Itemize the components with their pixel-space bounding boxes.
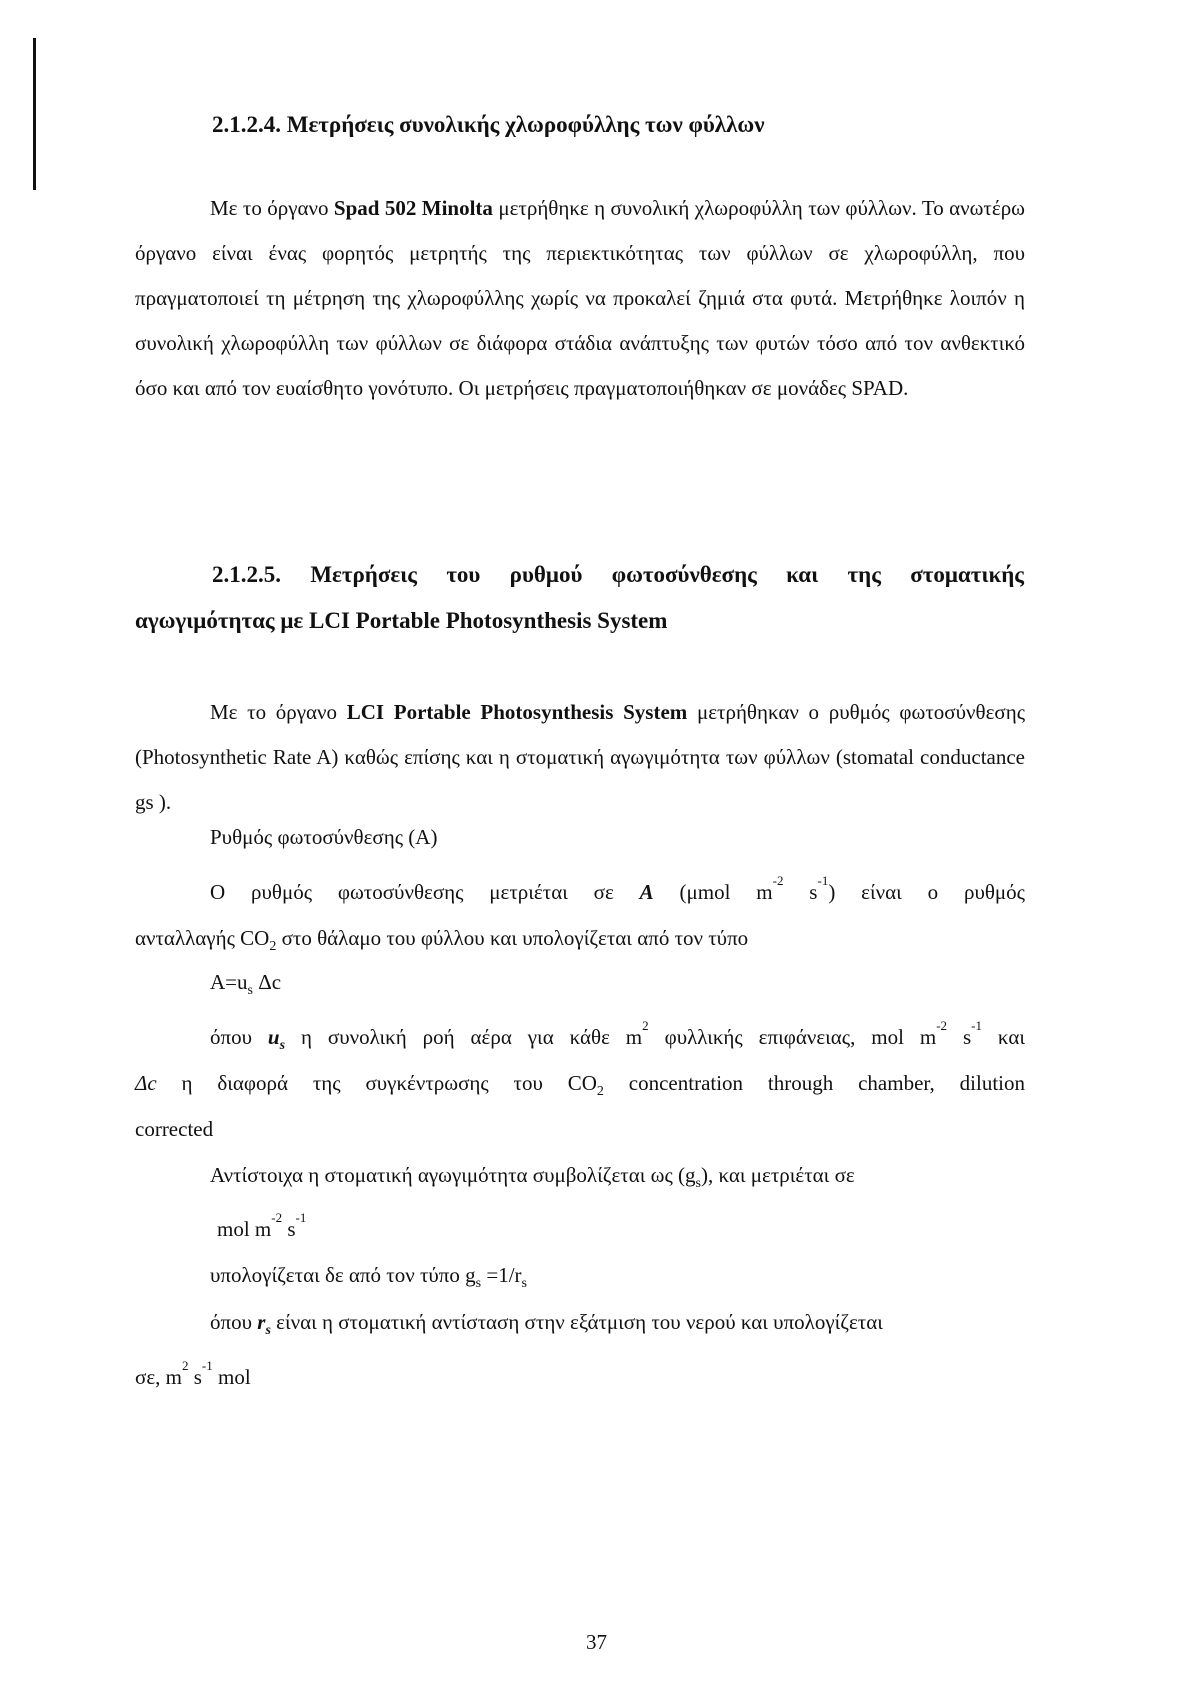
flow-definition-line: όπου $u_s$ η συνολική ροή αέρα για κάθε $m^2$ φυλλικής επιφάνειας, mol $m^{-2}$ $s^{-1}$ και xyxy=(210,1018,1025,1053)
corrected-line: corrected xyxy=(135,1117,214,1141)
chlorophyll-paragraph xyxy=(135,186,1025,411)
section-heading-photosynthesis-cont: αγωγιμότητας με LCI Portable Photosynthesis System xyxy=(135,608,668,633)
page-number: 37 xyxy=(586,1630,607,1654)
para-text: Με το όργανο xyxy=(210,196,334,220)
instrument-name: LCI Portable Photosynthesis System xyxy=(346,700,688,724)
conductance-unit: mol $m^{-2}$ $s^{-1}$ xyxy=(217,1210,307,1241)
rate-definition-line: Ο ρυθμός φωτοσύνθεσης μετριέται σε A (μmol $m^{-2}$ $s^{-1}$) είναι ο ρυθμός xyxy=(210,873,1025,904)
resistance-line: όπου $r_s$ είναι η στοματική αντίσταση στην εξάτμιση του νερού και υπολογίζεται xyxy=(210,1310,883,1338)
section-heading-photosynthesis: 2.1.2.5. Μετρήσεις του ρυθμού φωτοσύνθεσης και της στοματικής xyxy=(212,562,1024,587)
symbol-a: A xyxy=(639,880,654,904)
rate-exchange-line: ανταλλαγής $CO_2$ στο θάλαμο του φύλλου και υπολογίζεται από τον τύπο xyxy=(135,926,749,954)
para-text: Με το όργανο xyxy=(210,700,347,724)
symbol-us: u xyxy=(267,1025,280,1049)
resistance-unit-line: σε, $m^2$ $s^{-1}$ mol xyxy=(135,1358,251,1389)
instrument-name: Spad 502 Minolta xyxy=(333,196,493,220)
margin-rule xyxy=(33,38,36,190)
symbol-delta-c: Δc xyxy=(135,1071,157,1095)
formula-a: $A=u_s$ Δc xyxy=(210,970,282,998)
para-text: μετρήθηκε η συνολική χλωροφύλλη των φύλλων. Το ανωτέρω όργανο είναι ένας φορητός μετρητής της περιεκτικότητας των φύλλων σε χλωροφύλλη, που πραγματοποιεί τη μέτρηση της χλωροφύλλης χωρίς να προκαλεί ζημιά στα φυτά. Μετρήθηκε λοιπόν η συνολική χλωροφύλλη των φύλλων σε διάφορα στάδια ανάπτυξης των φυτών τόσο από τον ανθεκτικό όσο και από τον ευαίσθητο γονότυπο. Οι μετρήσεις πραγματοποιήθηκαν σε μονάδες SPAD. xyxy=(135,196,1025,400)
calc-formula-line: υπολογίζεται δε από τον τύπο $g_s =1/r_s$ xyxy=(210,1263,527,1291)
rate-title: Ρυθμός φωτοσύνθεσης (Α) xyxy=(210,825,438,849)
para-text: μετρήθηκαν ο ρυθμός φωτοσύνθεσης (Photosynthetic Rate A) καθώς επίσης και η στοματική αγωγιμότητα των φύλλων (stomatal conductance gs ). xyxy=(135,700,1026,814)
delta-c-line: Δc η διαφορά της συγκέντρωσης του $CO_2$ concentration through chamber, dilution xyxy=(135,1071,1025,1099)
conductance-line: Αντίστοιχα η στοματική αγωγιμότητα συμβολίζεται ως $(g_s)$, και μετριέται σε xyxy=(210,1163,855,1191)
symbol-rs: r xyxy=(257,1310,266,1334)
section-heading-chlorophyll: 2.1.2.4. Μετρήσεις συνολικής χλωροφύλλης των φύλλων xyxy=(212,112,765,137)
photosynthesis-paragraph xyxy=(135,690,1025,825)
